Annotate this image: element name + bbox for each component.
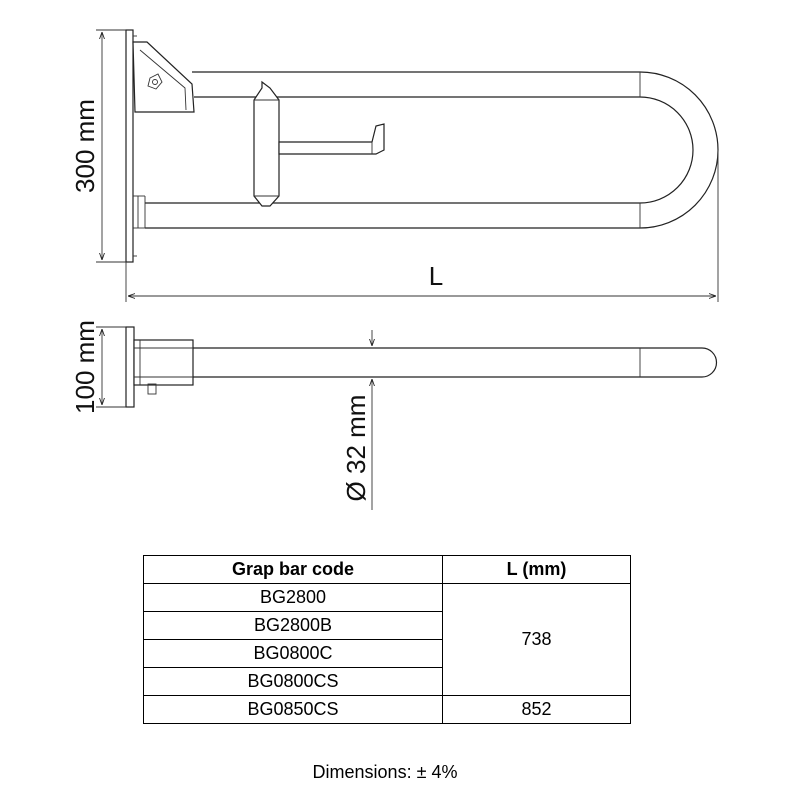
paper-holder (279, 124, 384, 154)
length-column-header: L (mm) (443, 556, 631, 584)
tolerance-note: Dimensions: ± 4% (312, 762, 458, 782)
depth-dimension-label: 100 mm (70, 320, 100, 414)
code-cell: BG2800 (144, 584, 443, 612)
upper-rail-inner (145, 97, 693, 203)
table-row (144, 584, 631, 612)
code-cell: BG0850CS (144, 696, 443, 724)
rail-plan (193, 348, 717, 377)
code-cell: BG0800CS (144, 668, 443, 696)
wall-plate-plan (126, 327, 134, 407)
table-header-row (144, 556, 631, 584)
center-spacer (254, 82, 279, 206)
elevation-view (70, 30, 718, 302)
code-column-header: Grap bar code (144, 556, 443, 584)
length-dimension-label: L (428, 261, 444, 291)
code-cell: BG2800B (144, 612, 443, 640)
bar-code-table (143, 555, 631, 724)
diameter-dimension-label: Ø 32 mm (341, 394, 371, 502)
bracket-plan (134, 340, 193, 385)
code-cell: BG0800C (144, 640, 443, 668)
upper-rail (145, 72, 718, 228)
height-dimension-label: 300 mm (70, 99, 100, 193)
hinge-bracket (133, 42, 194, 112)
table-row (144, 696, 631, 724)
length-cell: 738 (443, 584, 631, 696)
length-cell: 852 (443, 696, 631, 724)
plan-view (70, 320, 717, 510)
wall-plate (126, 30, 133, 262)
